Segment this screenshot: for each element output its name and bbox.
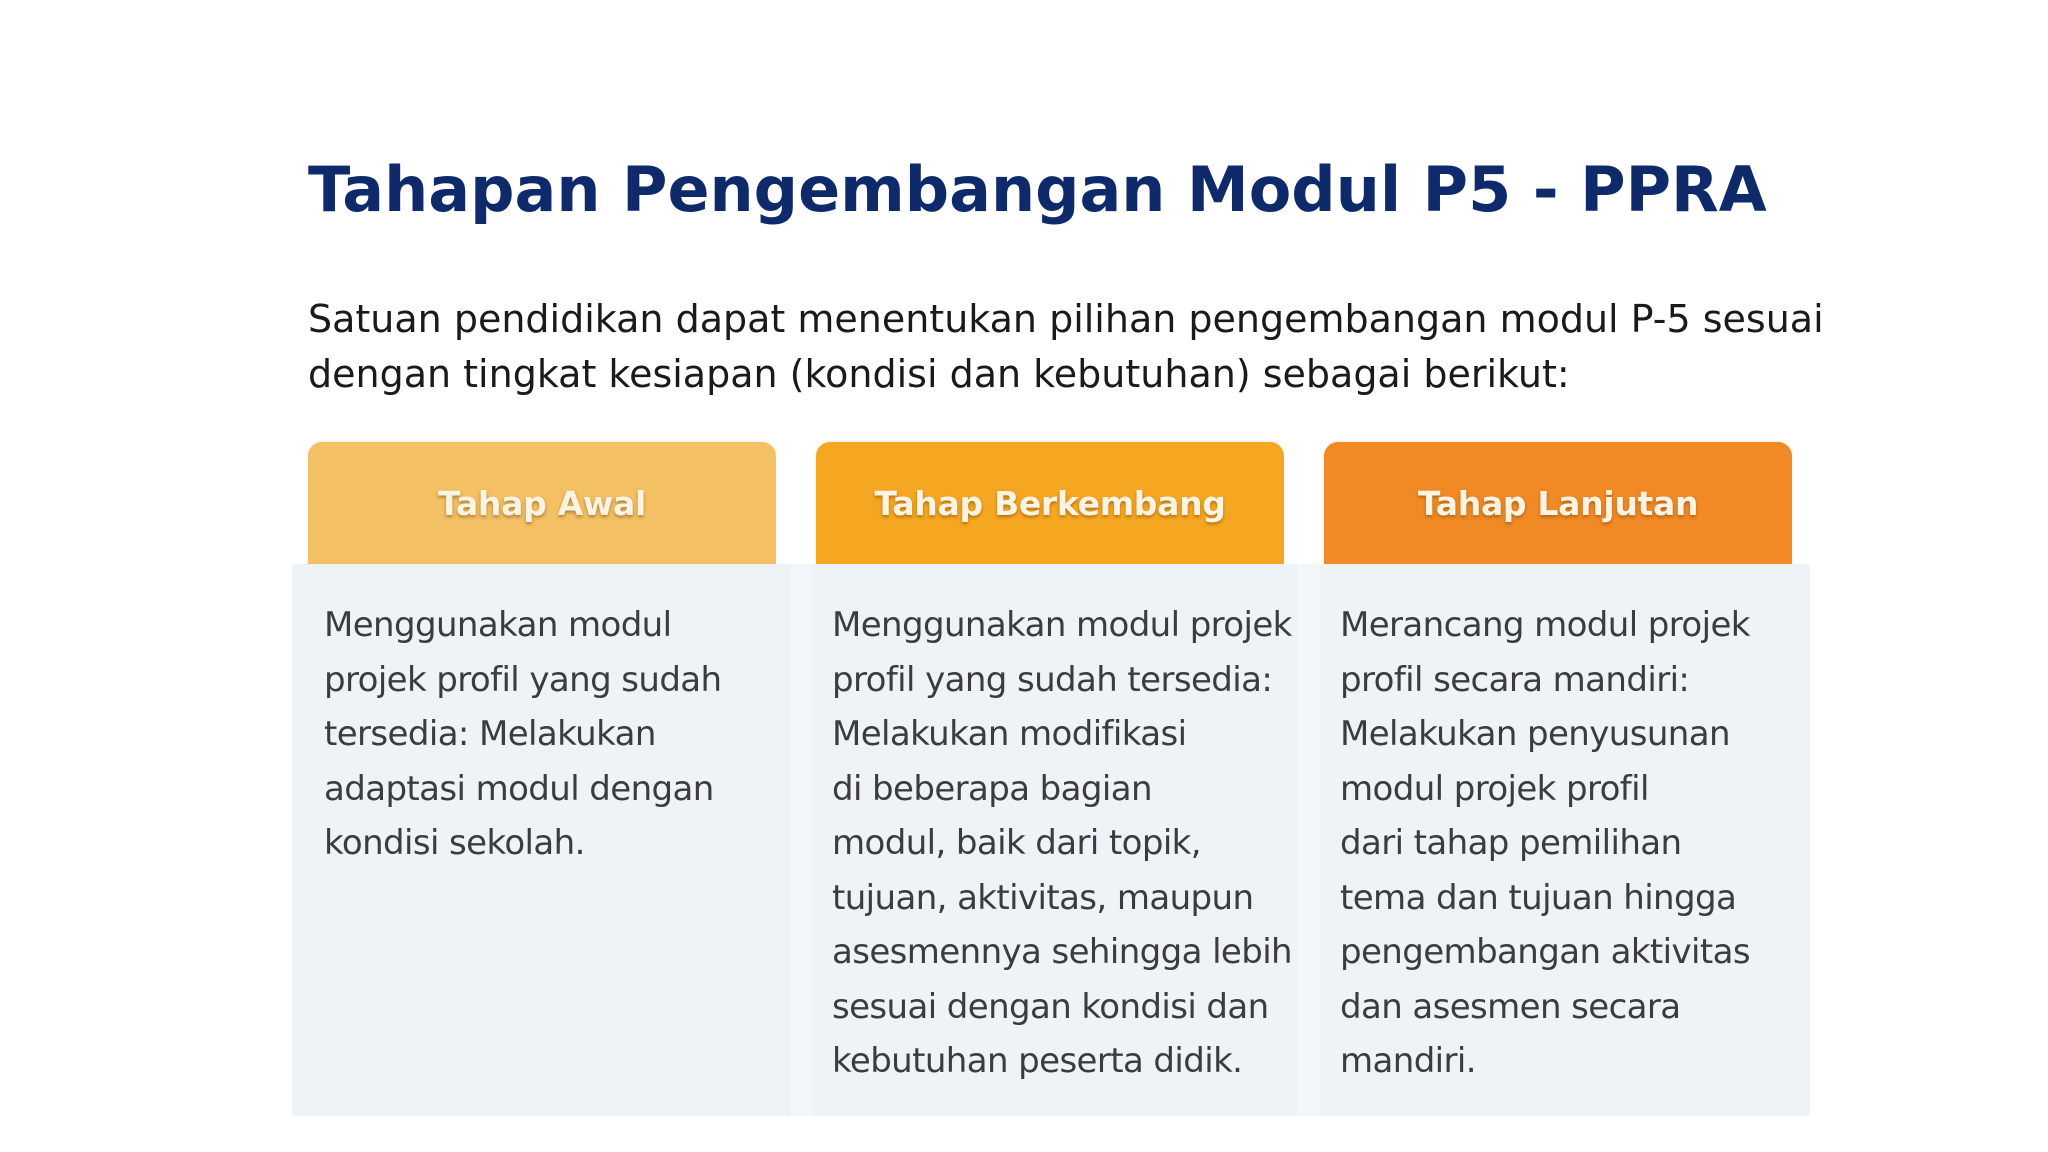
intro-paragraph: Satuan pendidikan dapat menentukan pilihan pengembangan modul P-5 sesuai dengan tingkat kesiapan (kondisi dan kebutuhan) sebagai berikut:	[308, 297, 1824, 396]
stage-description-awal	[324, 598, 784, 871]
stage-description-berkembang	[832, 598, 1292, 1089]
description-line: Melakukan modifikasi	[832, 714, 1187, 754]
stage-header-awal	[308, 442, 776, 564]
column-divider	[790, 564, 812, 1116]
description-line: sesuai dengan kondisi dan	[832, 986, 1269, 1027]
description-line: kondisi sekolah.	[324, 823, 585, 863]
description-line: dari tahap pemilihan	[1340, 823, 1682, 863]
description-line: tema dan tujuan hingga	[1340, 877, 1737, 918]
description-line: pengembangan aktivitas	[1340, 932, 1750, 972]
description-line: Menggunakan modul projek	[832, 605, 1292, 645]
stages-table	[292, 440, 1810, 1116]
column-divider	[1298, 564, 1320, 1116]
description-line: projek profil yang sudah	[324, 659, 722, 700]
description-line: tujuan, aktivitas, maupun	[832, 877, 1254, 918]
description-line: dan asesmen secara mandiri.	[1340, 986, 1681, 1081]
description-line: profil secara mandiri:	[1340, 659, 1690, 700]
stage-label-berkembang: Tahap Berkembang	[874, 483, 1226, 523]
stage-header-berkembang	[816, 442, 1284, 564]
description-line: adaptasi modul dengan	[324, 768, 714, 809]
description-line: Menggunakan modul	[324, 605, 672, 645]
description-line: profil yang sudah tersedia:	[832, 659, 1273, 700]
stage-label-awal: Tahap Awal	[437, 483, 646, 523]
description-line: kebutuhan peserta didik.	[832, 1041, 1243, 1081]
description-line: Melakukan penyusunan	[1340, 714, 1730, 754]
description-line: di beberapa bagian	[832, 768, 1152, 809]
description-line: asesmennya sehingga lebih	[832, 932, 1293, 972]
stage-label-lanjutan: Tahap Lanjutan	[1417, 483, 1699, 523]
description-line: modul, baik dari topik,	[832, 823, 1201, 863]
slide-title: Tahapan Pengembangan Modul P5 - PPRA	[308, 153, 1767, 226]
stage-description-lanjutan	[1340, 598, 1800, 1089]
description-line: modul projek profil	[1340, 768, 1649, 809]
stage-header-lanjutan	[1324, 442, 1792, 564]
description-line: tersedia: Melakukan	[324, 714, 656, 754]
description-line: Merancang modul projek	[1340, 605, 1750, 645]
